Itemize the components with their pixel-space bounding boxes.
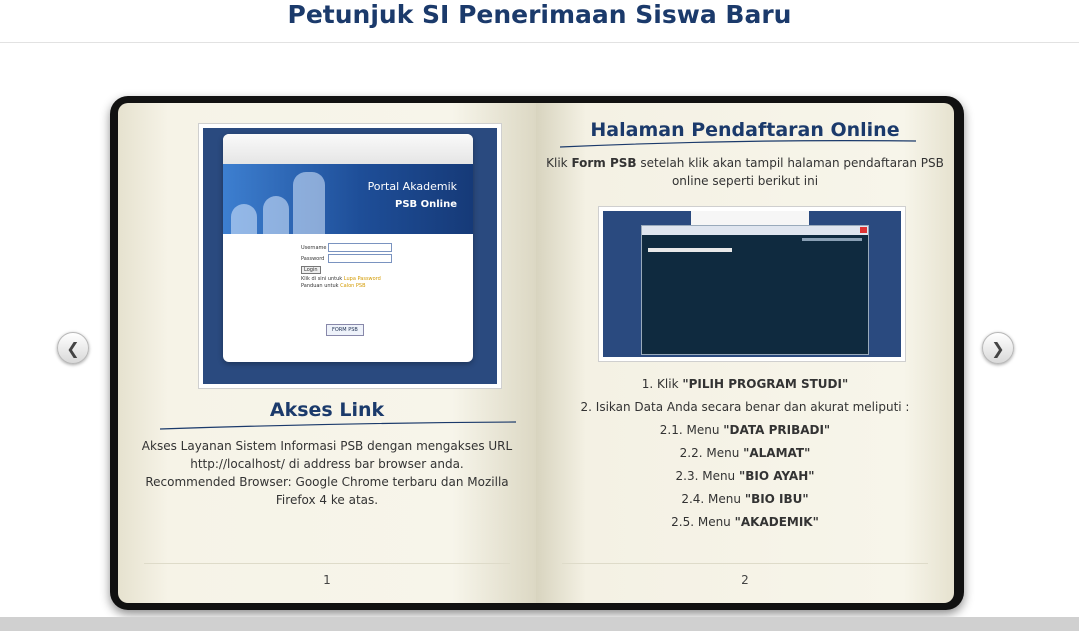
portal-screenshot (198, 123, 502, 389)
steps-list (536, 373, 954, 534)
heading-swoosh (560, 139, 916, 149)
guide-link: Calon PSB (340, 283, 366, 289)
step-item: 2. Isikan Data Anda secara benar dan akurat meliputi : (580, 400, 910, 414)
step-item: 2.3. Menu "BIO AYAH" (675, 469, 815, 483)
registration-screenshot (598, 206, 906, 362)
heading-swoosh (160, 421, 516, 431)
intro-text: setelah klik akan tampil halaman pendaftaran PSB (636, 156, 944, 170)
portal-title: Portal Akademik (367, 180, 457, 193)
description-line: http://localhost/ di address bar browser anda. (190, 457, 464, 471)
pendaftaran-intro (546, 154, 944, 190)
page-number: 2 (536, 563, 954, 587)
registration-window (641, 225, 869, 355)
username-field (328, 243, 392, 252)
form-psb-button: FORM PSB (326, 324, 364, 336)
book-page-right[interactable] (536, 103, 954, 603)
chevron-left-icon: ❮ (66, 338, 80, 358)
intro-bold: Form PSB (571, 156, 637, 170)
book-page-left[interactable] (118, 103, 536, 603)
description-line: Firefox 4 ke atas. (275, 493, 379, 507)
guide-text: Panduan untuk (301, 283, 339, 289)
forgot-link: Lupa Password (343, 276, 381, 282)
intro-line: online seperti berikut ini (671, 174, 819, 188)
password-label: Password (301, 255, 325, 262)
chevron-right-icon: ❯ (991, 338, 1005, 358)
step-item: 1. Klik "PILIH PROGRAM STUDI" (641, 377, 849, 391)
next-page-button[interactable] (982, 332, 1014, 364)
akses-link-description (138, 437, 516, 509)
section-heading-pendaftaran: Halaman Pendaftaran Online (590, 119, 900, 141)
forgot-text: Klik di sini untuk (301, 276, 343, 282)
step-item: 2.4. Menu "BIO IBU" (681, 492, 809, 506)
intro-text: Klik (546, 156, 572, 170)
prev-page-button[interactable] (57, 332, 89, 364)
portal-login-form (223, 234, 473, 290)
page-number: 1 (118, 563, 536, 587)
password-field (328, 254, 392, 263)
page-title: Petunjuk SI Penerimaan Siswa Baru (0, 0, 1079, 43)
username-label: Username (301, 244, 327, 251)
portal-login-card (223, 134, 473, 362)
section-heading-akses-link: Akses Link (269, 399, 385, 421)
portal-subtitle: PSB Online (394, 199, 457, 210)
step-item: 2.1. Menu "DATA PRIBADI" (659, 423, 831, 437)
step-item: 2.2. Menu "ALAMAT" (679, 446, 811, 460)
description-line: Akses Layanan Sistem Informasi PSB dengan mengakses URL (141, 439, 513, 453)
step-item: 2.5. Menu "AKADEMIK" (671, 515, 819, 529)
login-button: Login (301, 266, 321, 274)
portal-banner (223, 164, 473, 234)
description-line: Recommended Browser: Google Chrome terbaru dan Mozilla (145, 475, 509, 489)
footer-bar (0, 617, 1079, 631)
